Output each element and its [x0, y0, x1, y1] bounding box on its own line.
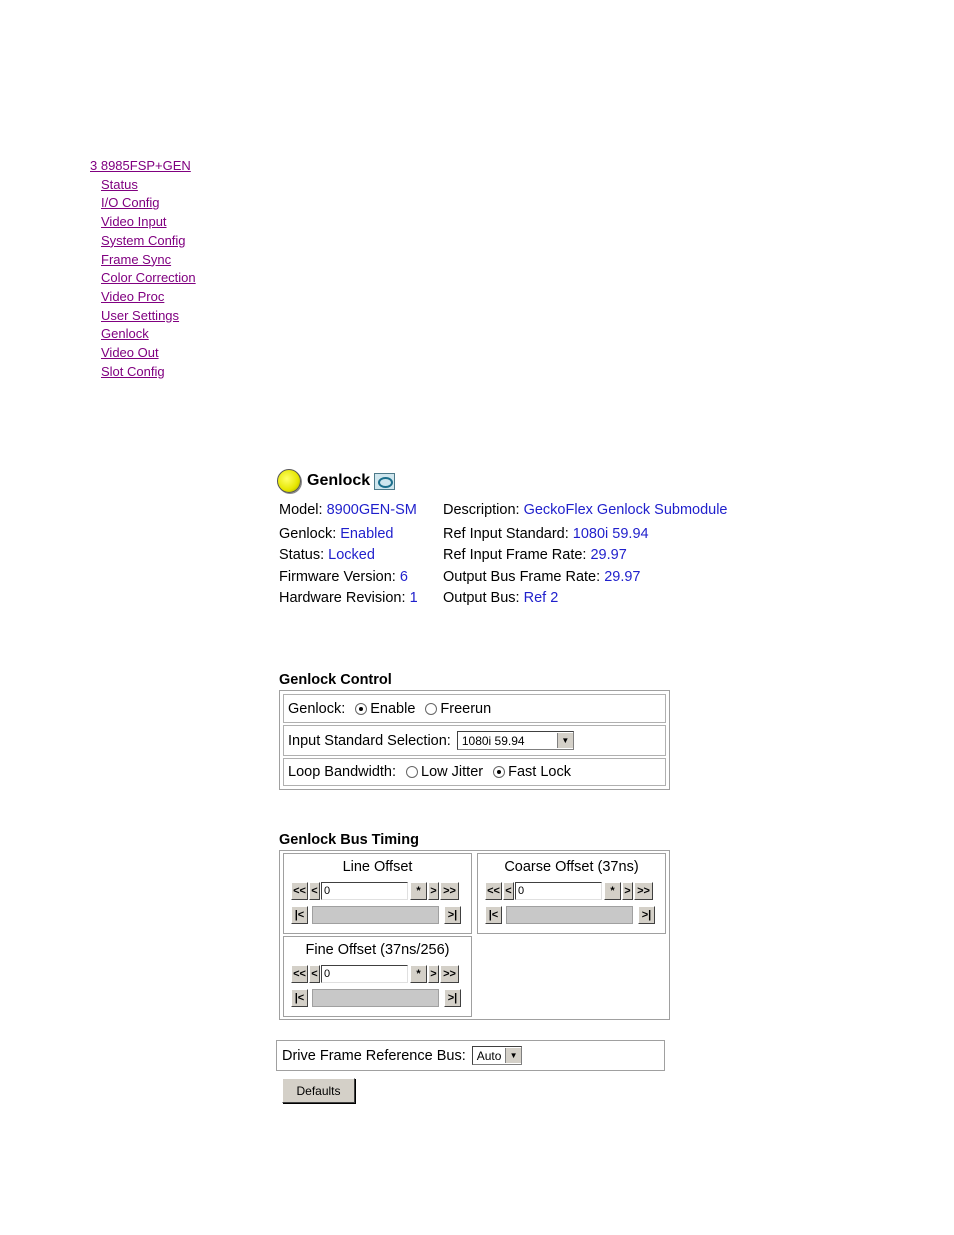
fine-offset-slider[interactable] [312, 989, 439, 1007]
info-right [443, 500, 728, 610]
ref-std-label: Ref Input Standard: [443, 525, 569, 542]
fine-offset-input[interactable]: 0 [321, 965, 408, 983]
genlock-value: Enabled [340, 525, 394, 542]
description-label: Description: [443, 502, 520, 518]
firmware-label: Firmware Version: [279, 568, 396, 585]
coarse-fast-fwd-button[interactable]: >> [634, 882, 653, 900]
line-offset-slider[interactable] [312, 906, 439, 924]
nav-item-system-config[interactable]: System Config [101, 232, 186, 248]
ref-rate-label: Ref Input Frame Rate: [443, 547, 587, 564]
fine-fast-fwd-button[interactable]: >> [440, 965, 459, 983]
out-rate-value: 29.97 [604, 568, 641, 585]
status-label: Status: [279, 547, 325, 564]
line-star-button[interactable]: * [410, 882, 427, 900]
refresh-icon[interactable] [374, 473, 395, 490]
input-standard-select[interactable] [457, 731, 574, 750]
low-jitter-radio[interactable] [406, 766, 418, 778]
firmware-value: 6 [399, 568, 408, 585]
line-fwd-button[interactable]: > [428, 882, 439, 900]
nav-item-slot-config[interactable]: Slot Config [101, 363, 165, 379]
coarse-fast-back-button[interactable]: << [485, 882, 502, 900]
coarse-fwd-button[interactable]: > [622, 882, 633, 900]
coarse-end-button[interactable]: >| [638, 906, 655, 924]
hardware-value: 1 [409, 590, 418, 607]
input-standard-label: Input Standard Selection: [288, 732, 451, 749]
nav-item-status[interactable]: Status [101, 176, 138, 192]
chevron-down-icon[interactable]: ▼ [505, 1048, 520, 1063]
out-rate-label: Output Bus Frame Rate: [443, 568, 601, 585]
genlock-control-title: Genlock Control [279, 672, 392, 688]
defaults-button[interactable]: Defaults [282, 1078, 355, 1103]
ref-std-value: 1080i 59.94 [572, 525, 649, 542]
coarse-star-button[interactable]: * [604, 882, 621, 900]
fine-end-button[interactable]: >| [444, 989, 461, 1007]
chevron-down-icon[interactable]: ▼ [557, 733, 573, 748]
nav-item-genlock[interactable]: Genlock [101, 326, 149, 342]
description-value: GeckoFlex Genlock Submodule [523, 502, 728, 518]
coarse-offset-slider[interactable] [506, 906, 633, 924]
page-header [277, 469, 395, 493]
fine-offset-cell [283, 936, 472, 1017]
ref-rate-value: 29.97 [590, 547, 627, 564]
drive-frame-select[interactable] [472, 1046, 522, 1065]
page-title: Genlock [307, 472, 371, 489]
genlock-label: Genlock: [279, 525, 337, 542]
nav-item-user-settings[interactable]: User Settings [101, 307, 180, 323]
fast-lock-radio[interactable] [493, 766, 505, 778]
input-standard-value: 1080i 59.94 [461, 733, 525, 748]
input-standard-row [283, 725, 666, 756]
line-end-button[interactable]: >| [444, 906, 461, 924]
line-offset-input[interactable]: 0 [321, 882, 408, 900]
hardware-label: Hardware Revision: [279, 590, 406, 607]
coarse-offset-cell [477, 853, 666, 934]
fine-star-button[interactable]: * [410, 965, 427, 983]
nav-item-io-config[interactable]: I/O Config [101, 195, 160, 211]
out-bus-value: Ref 2 [523, 590, 559, 607]
fine-back-button[interactable]: < [309, 965, 320, 983]
model-label: Model: [279, 502, 323, 518]
genlock-mode-row [283, 694, 666, 723]
genlock-control-panel [279, 690, 670, 790]
line-fast-back-button[interactable]: << [291, 882, 308, 900]
enable-label: Enable [370, 700, 416, 717]
nav-tree [90, 157, 196, 381]
nav-item-video-out[interactable]: Video Out [101, 345, 159, 361]
fine-offset-label: Fine Offset (37ns/256) [305, 942, 450, 958]
enable-radio[interactable] [355, 703, 367, 715]
bus-timing-title: Genlock Bus Timing [279, 832, 419, 848]
nav-item-frame-sync[interactable]: Frame Sync [101, 251, 172, 267]
fine-fast-back-button[interactable]: << [291, 965, 308, 983]
coarse-back-button[interactable]: < [503, 882, 514, 900]
coarse-home-button[interactable]: |< [485, 906, 502, 924]
freerun-label: Freerun [440, 700, 492, 717]
drive-frame-row [276, 1040, 665, 1071]
model-value: 8900GEN-SM [326, 502, 417, 518]
coarse-offset-label: Coarse Offset (37ns) [504, 859, 639, 875]
freerun-radio[interactable] [425, 703, 437, 715]
loop-bandwidth-label: Loop Bandwidth: [288, 764, 397, 780]
out-bus-label: Output Bus: [443, 590, 520, 607]
info-left [279, 500, 418, 610]
drive-frame-value: Auto [476, 1048, 502, 1063]
line-fast-fwd-button[interactable]: >> [440, 882, 459, 900]
nav-item-video-proc[interactable]: Video Proc [101, 288, 165, 304]
status-value: Locked [328, 547, 375, 564]
line-offset-cell [283, 853, 472, 934]
fine-home-button[interactable]: |< [291, 989, 308, 1007]
nav-root-link[interactable]: 3 8985FSP+GEN [90, 158, 191, 173]
loop-bandwidth-row [283, 758, 666, 786]
nav-item-video-input[interactable]: Video Input [101, 214, 167, 230]
line-offset-label: Line Offset [342, 859, 413, 875]
fine-fwd-button[interactable]: > [428, 965, 439, 983]
coarse-offset-input[interactable]: 0 [515, 882, 602, 900]
line-back-button[interactable]: < [309, 882, 320, 900]
bus-timing-panel [279, 850, 670, 1020]
fast-lock-label: Fast Lock [508, 764, 571, 780]
line-home-button[interactable]: |< [291, 906, 308, 924]
nav-item-color-correction[interactable]: Color Correction [101, 270, 196, 286]
genlock-mode-label: Genlock: [288, 700, 346, 717]
drive-frame-label: Drive Frame Reference Bus: [282, 1047, 466, 1064]
low-jitter-label: Low Jitter [421, 764, 484, 780]
status-led-icon [277, 469, 301, 493]
